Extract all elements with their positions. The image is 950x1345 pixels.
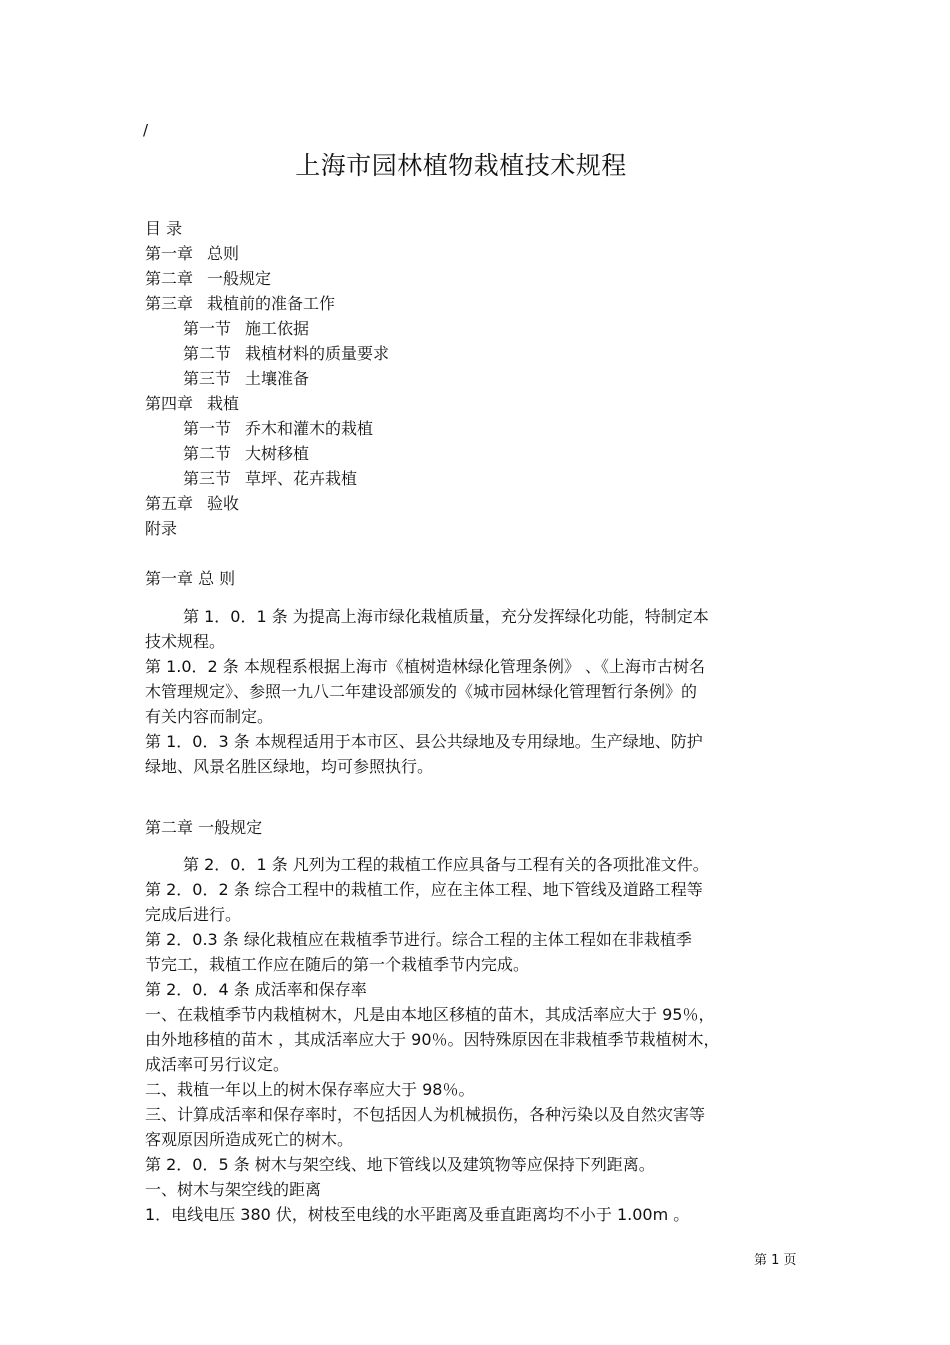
toc-item: 第二章 一般规定	[145, 269, 272, 288]
chapter-1-body	[145, 604, 845, 779]
paragraph-line: 第 2．0．2 条 综合工程中的栽植工作，应在主体工程、地下管线及道路工程等	[145, 880, 703, 899]
toc-item: 第五章 验收	[145, 494, 240, 513]
toc-heading: 目 录	[145, 219, 183, 238]
paragraph-line: 第 2．0．1 条 凡列为工程的栽植工作应具备与工程有关的各项批准文件。	[183, 855, 709, 874]
paragraph-line: 完成后进行。	[145, 905, 242, 924]
paragraph-line: 二、栽植一年以上的树木保存率应大于 98％。	[145, 1080, 475, 1099]
table-of-contents	[145, 216, 845, 541]
toc-subitem: 第一节 施工依据	[183, 319, 310, 338]
paragraph-line: 一、在栽植季节内栽植树木，凡是由本地区移植的苗木，其成活率应大于 95％，	[145, 1005, 715, 1024]
toc-subitem: 第三节 草坪、花卉栽植	[183, 469, 358, 488]
toc-subitem: 第二节 大树移植	[183, 444, 310, 463]
toc-subitem: 第二节 栽植材料的质量要求	[183, 344, 390, 363]
paragraph-line: 第 1．0．3 条 本规程适用于本市区、县公共绿地及专用绿地。生产绿地、防护	[145, 732, 703, 751]
paragraph-line: 一、树木与架空线的距离	[145, 1180, 322, 1199]
toc-item: 第四章 栽植	[145, 394, 240, 413]
paragraph-line: 第 2．0.3 条 绿化栽植应在栽植季节进行。综合工程的主体工程如在非栽植季	[145, 930, 692, 949]
chapter-2-heading: 第二章 一般规定	[145, 818, 263, 837]
paragraph-line: 木管理规定》、参照一九八二年建设部颁发的《城市园林绿化管理暂行条例》的	[145, 682, 698, 701]
paragraph-line: 绿地、风景名胜区绿地，均可参照执行。	[145, 757, 434, 776]
paragraph-line: 第 1.0．2 条 本规程系根据上海市《植树造林绿化管理条例》 、《上海市古树名	[145, 657, 705, 676]
document-title: 上海市园林植物栽植技术规程	[295, 151, 627, 180]
paragraph-line: 节完工，栽植工作应在随后的第一个栽植季节内完成。	[145, 955, 530, 974]
paragraph-line: 第 2．0．5 条 树木与架空线、地下管线以及建筑物等应保持下列距离。	[145, 1155, 655, 1174]
top-mark: /	[143, 121, 149, 139]
toc-item: 第三章 栽植前的准备工作	[145, 294, 336, 313]
paragraph-line: 由外地移植的苗木 ，其成活率应大于 90％。因特殊原因在非栽植季节栽植树木，	[145, 1030, 720, 1049]
chapter-1-heading: 第一章 总 则	[145, 569, 236, 588]
paragraph-line: 第 2．0．4 条 成活率和保存率	[145, 980, 367, 999]
paragraph-line: 第 1．0．1 条 为提高上海市绿化栽植质量，充分发挥绿化功能，特制定本	[183, 607, 709, 626]
toc-item: 第一章 总则	[145, 244, 240, 263]
toc-appendix: 附录	[145, 519, 178, 538]
paragraph-line: 技术规程。	[145, 632, 226, 651]
paragraph-line: 成活率可另行议定。	[145, 1055, 290, 1074]
page-number: 第 1 页	[754, 1253, 797, 1268]
paragraph-line: 客观原因所造成死亡的树木。	[145, 1130, 354, 1149]
paragraph-line: 三、计算成活率和保存率时，不包括因人为机械损伤，各种污染以及自然灾害等	[145, 1105, 706, 1124]
paragraph-line: 1．电线电压 380 伏，树枝至电线的水平距离及垂直距离均不小于 1.00m 。	[145, 1205, 690, 1224]
toc-subitem: 第一节 乔木和灌木的栽植	[183, 419, 374, 438]
paragraph-line: 有关内容而制定。	[145, 707, 274, 726]
chapter-2-body	[145, 852, 845, 1227]
toc-subitem: 第三节 土壤准备	[183, 369, 310, 388]
